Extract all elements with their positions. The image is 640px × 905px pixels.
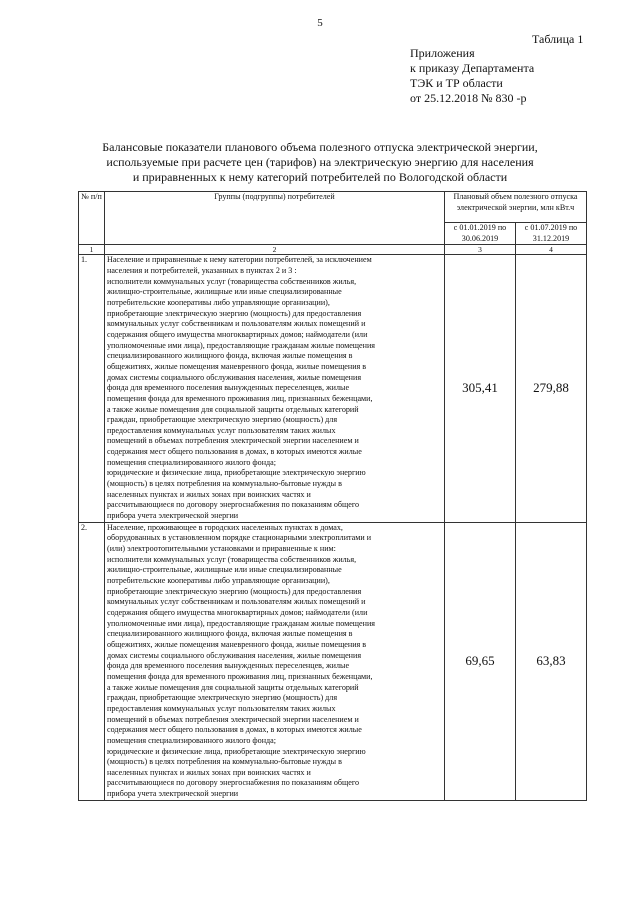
description-line: потребительские кооперативы либо управляющие организации), [107,576,330,585]
appendix-block [410,46,534,106]
description-line: содержания мест общего пользования в домах, в которых имеются жилые [107,447,362,457]
title-line: используемые при расчете цен (тарифов) на электрическую энергию для населения [106,155,534,169]
description-line: а также жилые помещения для социальной защиты отдельных категорий [107,404,359,414]
description-line: граждан, приобретающие электрическую энергию (мощность) для [107,415,338,425]
title-line: Балансовые показатели планового объема полезного отпуска электрической энергии, [102,140,538,154]
header-planned-volume: Плановый объем полезного отпуска электрической энергии, млн кВт.ч [445,192,587,223]
table-header-row [79,192,587,223]
description-line: предоставления коммунальных услуг пользователям таких жилых [107,425,336,435]
header-consumer-groups: Группы (подгруппы) потребителей [105,192,445,245]
description-line: коммунальных услуг собственникам и пользователям жилых помещений и [107,597,366,607]
description-line: помещений в объемах потребления электрической энергии населением и [107,436,359,446]
column-number: 1 [79,245,105,255]
description-line: Население, проживающее в городских населенных пунктах в домах, [107,522,343,532]
description-line: (мощность) в целях потребления на коммунально-бытовые нужды в [107,757,342,767]
description-line: помещения фонда для временного проживания лиц, признанных беженцами, [107,671,373,681]
column-numbers-row [79,245,587,255]
description-line: общежитиях, жилые помещения маневренного фонда, жилые помещения в [107,361,367,371]
column-number: 4 [516,245,587,255]
balance-table [78,191,587,801]
table-label: Таблица 1 [532,32,584,46]
description-line: содержания общего имущества многоквартирных домов; наймодатели (или [107,607,368,617]
description-line: домах системы социального обслуживания населения, жилые помещения [107,372,362,382]
description-line: содержания общего имущества многоквартирных домов; наймодатели (или [107,329,368,339]
description-line: а также жилые помещения для социальной защиты отдельных категорий [107,682,359,692]
description-line: фонда для временного поселения вынужденных переселенцев, жилые [107,661,350,671]
description-line: исполнители коммунальных услуг (товарищества собственников жилья, [107,554,357,564]
description-line: граждан, приобретающие электрическую энергию (мощность) для [107,693,338,703]
description-line: (или) электроотопительными установками и приравненные к ним: [107,544,336,554]
document-title [60,140,580,185]
title-line: и приравненных к нему категорий потребителей по Вологодской области [132,170,508,184]
description-line: юридические и физические лица, приобретающие электрическую энергию [107,468,366,478]
consumer-group-description [105,522,445,800]
description-line: исполнители коммунальных услуг (товарищества собственников жилья, [107,276,357,286]
description-line: приобретающие электрическую энергию (мощность) для предоставления [107,586,362,596]
description-line: прибора учета электрической энергии [107,789,239,799]
description-line: жилищно-строительные, жилищные или иные специализированные [107,287,342,297]
appendix-line: от 25.12.2018 № 830 -р [410,91,527,105]
description-line: рассчитывающиеся по договору энергоснабжения по показаниям общего [107,500,360,510]
header-number: № п/п [79,192,105,245]
row-number: 1. [79,255,105,522]
description-line: фонда для временного поселения вынужденных переселенцев, жилые [107,383,350,393]
description-line: специализированного жилищного фонда, включая жилые помещения в [107,629,353,639]
consumer-group-description [105,255,445,522]
volume-period-1: 69,65 [445,522,516,800]
column-number: 2 [105,245,445,255]
description-line: юридические и физические лица, приобретающие электрическую энергию [107,746,366,756]
description-line: домах системы социального обслуживания населения, жилые помещения [107,650,362,660]
description-line: уполномоченные ими лица), предоставляющие гражданам жилые помещения [107,618,376,628]
appendix-line: Приложения [410,46,475,60]
description-line: (мощность) в целях потребления на коммунально-бытовые нужды в [107,479,342,489]
column-number: 3 [445,245,516,255]
table-row [79,255,587,522]
table-row [79,522,587,800]
volume-period-2: 63,83 [516,522,587,800]
description-line: жилищно-строительные, жилищные или иные специализированные [107,565,342,575]
header-period-2: с 01.07.2019 по 31.12.2019 [516,223,587,245]
description-line: специализированного жилищного фонда, включая жилые помещения в [107,351,353,361]
row-number: 2. [79,522,105,800]
volume-period-2: 279,88 [516,255,587,522]
description-line: предоставления коммунальных услуг пользователям таких жилых [107,703,336,713]
description-line: прибора учета электрической энергии [107,511,239,521]
description-line: помещений в объемах потребления электрической энергии населением и [107,714,359,724]
description-line: населенных пунктах и жилых зонах при воинских частях и [107,489,311,499]
description-line: населения и потребителей, указанных в пунктах 2 и 3 : [107,265,297,275]
appendix-line: к приказу Департамента [410,61,535,75]
description-line: населенных пунктах и жилых зонах при воинских частях и [107,767,311,777]
page-number: 5 [317,17,323,29]
description-line: помещения специализированного жилого фонда; [107,457,276,467]
description-line: помещения фонда для временного проживания лиц, признанных беженцами, [107,393,373,403]
description-line: Население и приравненные к нему категории потребителей, за исключением [107,255,372,265]
description-line: помещения специализированного жилого фонда; [107,735,276,745]
appendix-line: ТЭК и ТР области [410,76,503,90]
description-line: приобретающие электрическую энергию (мощность) для предоставления [107,308,362,318]
description-line: потребительские кооперативы либо управляющие организации), [107,297,330,307]
description-line: коммунальных услуг собственникам и пользователям жилых помещений и [107,319,366,329]
description-line: содержания мест общего пользования в домах, в которых имеются жилые [107,725,362,735]
header-period-1: с 01.01.2019 по 30.06.2019 [445,223,516,245]
description-line: уполномоченные ими лица), предоставляющие гражданам жилые помещения [107,340,376,350]
description-line: оборудованных в установленном порядке стационарными электроплитами и [107,533,372,543]
volume-period-1: 305,41 [445,255,516,522]
description-line: рассчитывающиеся по договору энергоснабжения по показаниям общего [107,778,360,788]
description-line: общежитиях, жилые помещения маневренного фонда, жилые помещения в [107,639,367,649]
